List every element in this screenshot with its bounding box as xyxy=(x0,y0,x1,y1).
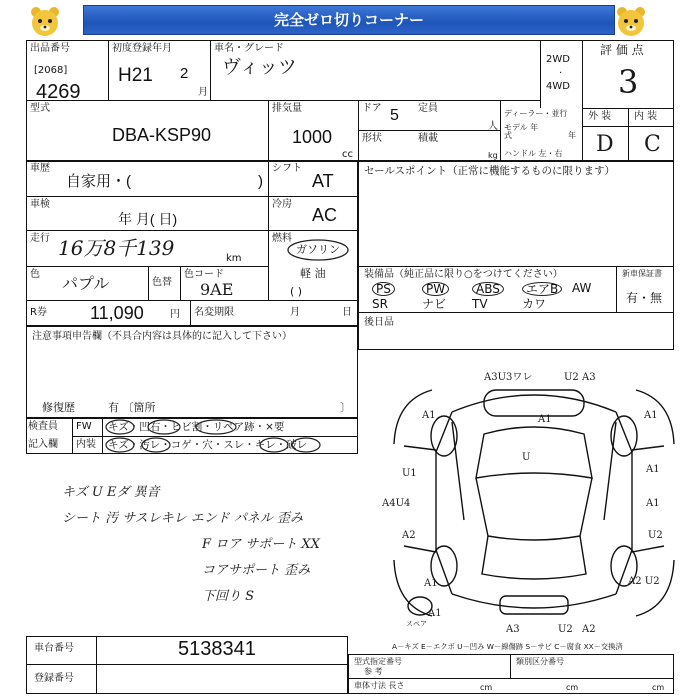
capacity-label: 定員 xyxy=(418,103,438,114)
exterior-label: 外 装 xyxy=(588,111,612,122)
fuel-other: ( ) xyxy=(290,285,303,298)
reg-month: 2 xyxy=(180,65,189,82)
equipment-item: PS xyxy=(372,282,395,296)
damage-mark: A4U4 xyxy=(382,498,411,509)
model-designation-label: 型式指定番号 xyxy=(354,657,402,666)
equipment-item: ABS xyxy=(472,282,504,296)
fw-items: キズ・凹右・ヒビ割・リペア跡・×要 xyxy=(108,421,285,433)
lot-label: 出品番号 xyxy=(30,43,70,54)
interior-check-label: 内装 xyxy=(76,439,96,450)
lot-number: 4269 xyxy=(36,81,81,103)
damage-mark: A1 xyxy=(646,498,660,509)
fuel-diesel: 軽 油 xyxy=(300,267,326,280)
damage-mark: U2 xyxy=(648,530,663,541)
damage-mark: U2 xyxy=(558,624,573,635)
damage-mark: A1 xyxy=(644,410,658,421)
equipment-label: 装備品（純正品に限り○をつけてください） xyxy=(364,269,563,280)
damage-mark: A2 xyxy=(402,530,416,541)
doors-label: ドア xyxy=(362,103,382,114)
handwritten-notes xyxy=(62,486,362,616)
handwritten-note-line: F ロア サポート XX xyxy=(202,537,320,552)
size-label: 車体寸法 長さ xyxy=(354,681,405,690)
cc-unit: cc xyxy=(342,149,353,160)
equipment-item: SR xyxy=(372,297,388,311)
interior-label: 内 装 xyxy=(634,111,658,122)
km-unit: km xyxy=(226,253,242,264)
warranty-label: 新車保証書 xyxy=(622,269,662,278)
mileage-label: 走行 xyxy=(30,233,50,244)
equipment-item: TV xyxy=(472,297,488,311)
equipment-item: エアB xyxy=(522,282,562,296)
damage-mark: A3 xyxy=(506,624,520,635)
cm-1: cm xyxy=(480,683,493,692)
kg-unit: kg xyxy=(488,151,498,160)
inspector-label: 検査員 xyxy=(28,421,58,432)
car-damage-diagram xyxy=(382,360,676,640)
color-value: パプル xyxy=(62,274,110,293)
shift-label: シフト xyxy=(272,163,302,174)
month-unit: 月 xyxy=(198,87,208,98)
equipment-grid xyxy=(362,282,614,312)
inspector-circle-marks xyxy=(104,416,344,456)
repair-close: 〕 xyxy=(340,401,351,414)
reference-label: 参 考 xyxy=(364,667,383,676)
color-code-label: 色コード xyxy=(184,269,224,280)
load-label: 積載 xyxy=(418,133,438,144)
cm-3: cm xyxy=(652,683,665,692)
transfer-label: 名変期限 xyxy=(194,307,234,318)
score-value: 3 xyxy=(618,63,639,101)
transfer-month: 月 xyxy=(290,307,300,318)
damage-mark: A3U3ワレ xyxy=(484,372,533,383)
yen-unit: 円 xyxy=(170,309,180,320)
damage-mark: A1 xyxy=(428,608,442,619)
damage-mark: スペア xyxy=(406,620,427,628)
reg-era: H21 xyxy=(118,65,153,86)
ac-label: 冷房 xyxy=(272,199,292,210)
notes-label: 注意事項申告欄（不具合内容は具体的に記入して下さい） xyxy=(32,331,292,342)
category-label: 類別区分番号 xyxy=(516,657,564,666)
repair-label: 修復歴 xyxy=(42,401,75,414)
displacement-label: 排気量 xyxy=(272,103,302,114)
dealer-label: ディーラー・並行 xyxy=(504,109,568,118)
damage-mark: U xyxy=(522,452,531,463)
lot-code: [2068] xyxy=(34,65,68,76)
drive-4wd: 4WD xyxy=(546,81,570,92)
repair-value: 有 〔箇所 xyxy=(108,401,156,414)
damage-mark: A2 U2 xyxy=(628,576,660,587)
bear-mascot-icon xyxy=(614,4,648,38)
color-change-label: 色替 xyxy=(152,277,172,288)
ac-value: AC xyxy=(312,205,338,225)
transfer-day: 日 xyxy=(342,307,352,318)
doors-value: 5 xyxy=(390,107,399,124)
exterior-grade: D xyxy=(596,132,614,157)
damage-mark: A2 xyxy=(582,624,596,635)
shift-value: AT xyxy=(312,171,334,191)
inspection-label: 車検 xyxy=(30,199,50,210)
damage-legend: A－キズ E－エクボ U－凹み W－線傷跡 S－サビ C－腐食 XX－交換済 xyxy=(392,642,623,651)
mileage-handwritten: 16万8千139 xyxy=(58,236,175,260)
history-close: ) xyxy=(258,173,263,190)
damage-mark: U1 xyxy=(402,468,417,479)
capacity-unit: 人 xyxy=(488,121,498,132)
registration-label: 登録番号 xyxy=(34,673,74,684)
model-year-label: モデル 年式 xyxy=(504,123,539,140)
frame-number: 5138341 xyxy=(178,638,256,660)
equipment-item: カワ xyxy=(522,297,547,311)
equipment-item: PW xyxy=(422,282,449,296)
model-label: 型式 xyxy=(30,103,50,114)
entry-label: 記入欄 xyxy=(28,439,58,450)
recycle-label: R券 xyxy=(30,307,47,318)
handwritten-note-line: シート 汚 サスレキレ エンド パネル 歪み xyxy=(62,511,304,526)
damage-mark: U2 A3 xyxy=(564,372,596,383)
drive-2wd: 2WD xyxy=(546,54,570,65)
color-label: 色 xyxy=(30,269,40,280)
score-label: 評 価 点 xyxy=(600,43,644,57)
handle-label: ハンドル 左・右 xyxy=(504,149,563,158)
displacement-value: 1000 xyxy=(292,127,333,147)
history-value: 自家用・( xyxy=(66,173,131,190)
history-label: 車歴 xyxy=(30,163,50,174)
bear-mascot-icon xyxy=(28,4,62,38)
warranty-value: 有・無 xyxy=(626,291,663,305)
cm-2: cm xyxy=(566,683,579,692)
fuel-gasoline: ガソリン xyxy=(296,243,340,256)
damage-mark: A1 xyxy=(422,410,436,421)
damage-mark: A1 xyxy=(424,578,438,589)
fuel-label: 燃料 xyxy=(272,233,292,244)
fw-label: FW xyxy=(76,421,92,432)
equipment-item: ナビ xyxy=(422,297,447,311)
year-unit: 年 xyxy=(568,131,576,140)
banner-title: 完全ゼロ切りコーナー xyxy=(83,5,615,35)
car-name-label: 車名・グレード xyxy=(214,43,284,54)
handwritten-note-line: コアサポート 歪み xyxy=(202,563,311,578)
car-name: ヴィッツ xyxy=(222,56,297,78)
sales-point-label: セールスポイント（正常に機能するものに限ります） xyxy=(364,165,616,177)
recycle-value: 11,090 xyxy=(90,303,144,323)
damage-mark: A1 xyxy=(646,464,660,475)
model-value: DBA-KSP90 xyxy=(112,125,212,145)
interior-grade: C xyxy=(644,132,661,157)
handwritten-note-line: 下回り S xyxy=(202,589,255,604)
damage-mark: A1 xyxy=(538,414,552,425)
inspection-value: 年 月( 日) xyxy=(118,211,178,227)
interior-items: キズ・汚レ・コゲ・穴・スレ・キレ・破レ xyxy=(108,439,308,451)
shape-label: 形状 xyxy=(362,133,382,144)
handwritten-note-line: キズ U Eダ 異音 xyxy=(62,485,160,500)
equipment-section xyxy=(358,160,674,350)
frame-label: 車台番号 xyxy=(34,643,74,654)
equipment-item: AW xyxy=(572,281,592,295)
color-code-value: 9AE xyxy=(200,280,234,299)
rear-items-label: 後日品 xyxy=(364,317,394,328)
first-reg-label: 初度登録年月 xyxy=(112,43,172,54)
